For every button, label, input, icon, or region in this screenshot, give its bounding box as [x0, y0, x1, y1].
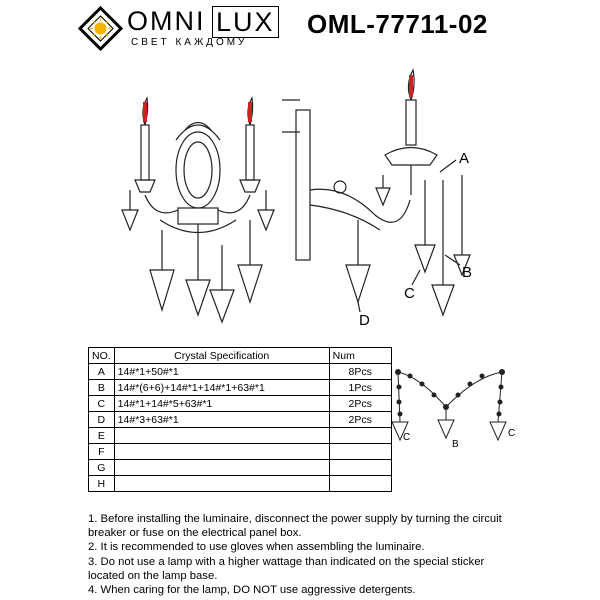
header-spec: Crystal Specification	[114, 348, 329, 364]
row-no: A	[89, 364, 115, 380]
row-num: 8Pcs	[329, 364, 391, 380]
note-item: 2. It is recommended to use gloves when assembling the luminaire.	[88, 541, 425, 554]
brand-name-omni: OMNI	[127, 6, 206, 36]
table-row	[89, 476, 392, 492]
row-no: G	[89, 460, 115, 476]
chain-label-left: C	[403, 432, 411, 443]
row-spec	[114, 476, 329, 492]
table-header-row	[89, 348, 392, 364]
row-no: C	[89, 396, 115, 412]
row-num: 2Pcs	[329, 396, 391, 412]
model-number: OML-77711-02	[307, 9, 488, 39]
row-spec: 14#*(6+6)+14#*1+14#*1+63#*1	[114, 380, 329, 396]
label-d: D	[359, 312, 370, 329]
label-c: C	[404, 285, 415, 302]
sconce-drawing	[0, 60, 600, 340]
omnilux-logo	[78, 6, 123, 51]
brand-name-lux: LUX	[212, 6, 279, 38]
row-num: 1Pcs	[329, 380, 391, 396]
table-row	[89, 444, 392, 460]
note-item: 3. Do not use a lamp with a higher wattage than indicated on the special sticker located on the lamp base.	[88, 555, 485, 582]
crystal-spec-table	[88, 347, 392, 492]
row-no: F	[89, 444, 115, 460]
note-item: 4. When caring for the lamp, DO NOT use aggressive detergents.	[88, 584, 416, 597]
brand-tagline: СВЕТ КАЖДОМУ	[131, 37, 248, 48]
row-spec	[114, 460, 329, 476]
table-row	[89, 412, 392, 428]
table-row	[89, 380, 392, 396]
header-no: NO.	[89, 348, 115, 364]
label-b: B	[462, 264, 473, 281]
row-no: D	[89, 412, 115, 428]
crystal-chain-diagram	[380, 352, 520, 452]
chain-label-right: C	[508, 428, 516, 439]
row-no: E	[89, 428, 115, 444]
label-a: A	[459, 150, 470, 167]
header-num: Num	[329, 348, 391, 364]
row-spec: 14#*3+63#*1	[114, 412, 329, 428]
note-item: 1. Before installing the luminaire, disconnect the power supply by turning the circuit breaker or fuse on the electrical panel box.	[88, 513, 502, 540]
row-num	[329, 460, 391, 476]
row-num: 2Pcs	[329, 412, 391, 428]
installation-notes	[88, 512, 518, 597]
chain-label-middle: B	[452, 439, 459, 450]
row-spec	[114, 428, 329, 444]
table-row	[89, 428, 392, 444]
row-num	[329, 476, 391, 492]
row-spec: 14#*1+50#*1	[114, 364, 329, 380]
row-spec: 14#*1+14#*5+63#*1	[114, 396, 329, 412]
table-row	[89, 396, 392, 412]
row-spec	[114, 444, 329, 460]
table-row	[89, 460, 392, 476]
table-row	[89, 364, 392, 380]
row-no: B	[89, 380, 115, 396]
row-no: H	[89, 476, 115, 492]
